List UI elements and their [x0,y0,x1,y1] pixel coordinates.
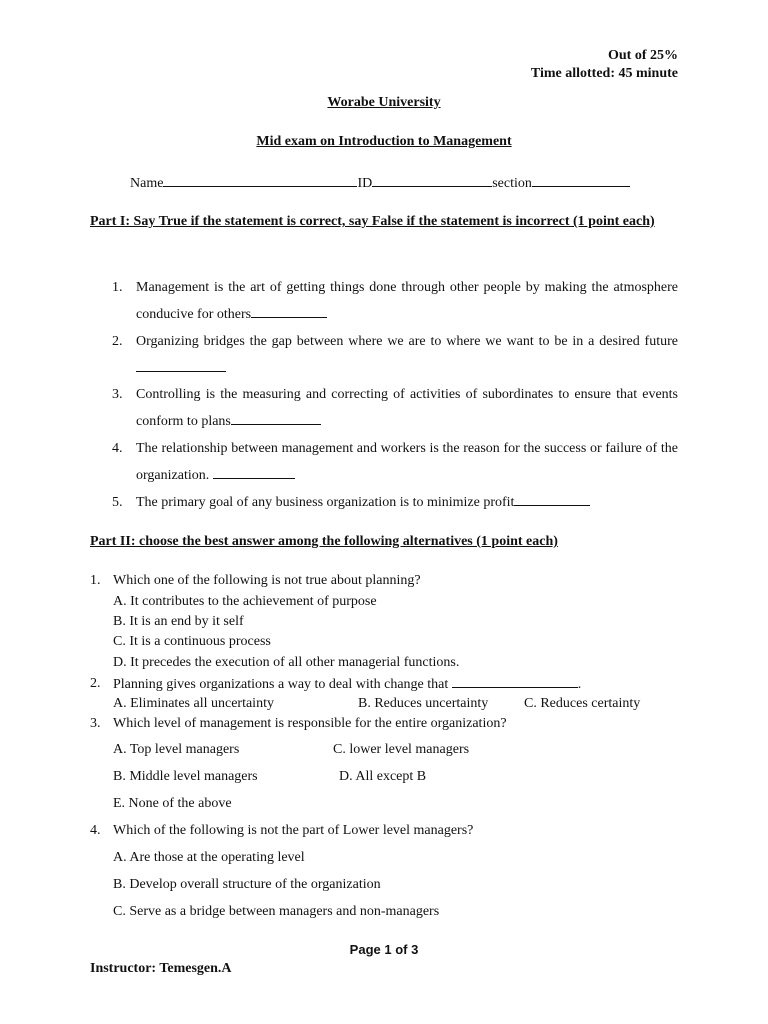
q3-option-e: E. None of the above [113,796,232,811]
tf-item-2 [112,328,678,382]
tf-item-text: Management is the art of getting things done through other people by making the atmosphere conducive for others [136,280,678,322]
q4-option-c: C. Serve as a bridge between managers and non-managers [113,904,440,919]
mc-question-1 [90,571,690,591]
answer-blank [136,358,226,372]
q1-option-a: A. It contributes to the achievement of purpose [113,594,377,609]
mc-question-3 [90,714,690,734]
q4-option-a: A. Are those at the operating level [113,850,305,865]
tf-item-number: 2. [112,334,123,349]
section-label: section [492,176,532,191]
q3-option-c: C. lower level managers [333,742,470,757]
answer-blank [251,304,327,318]
q1-option-c: C. It is a continuous process [113,634,271,649]
student-info-row [130,173,630,192]
exam-title: Mid exam on Introduction to Management [256,134,512,149]
question-text: Which of the following is not the part of Lower level managers? [113,823,474,838]
q3-option-a: A. Top level managers [113,742,240,757]
q2-option-c: C. Reduces certainty [524,696,641,711]
time-allotted: Time allotted: 45 minute [530,66,678,81]
score-total: Out of 25% [608,48,678,63]
tf-item-1 [112,274,678,328]
answer-blank [213,465,295,479]
question-number: 4. [90,823,101,838]
tf-item-text: The relationship between management and workers is the reason for the success or failure of the organization. [136,441,678,483]
tf-item-text: Controlling is the measuring and correcting of activities of subordinates to ensure that events conform to plans [136,387,678,429]
part2-heading: Part II: choose the best answer among the following alternatives (1 point each) [90,534,558,549]
answer-blank [452,674,578,688]
part1-heading: Part I: Say True if the statement is correct, say False if the statement is incorrect (1 point each) [90,214,655,229]
tf-item-number: 1. [112,280,123,295]
name-label: Name [130,176,164,191]
tf-item-text: The primary goal of any business organization is to minimize profit [136,495,515,510]
question-number: 3. [90,716,101,731]
tf-item-4 [112,435,678,489]
name-blank [163,173,357,187]
tf-item-5 [112,489,678,516]
question-number: 2. [90,676,101,691]
question-text: Which level of management is responsible for the entire organization? [113,716,507,731]
tf-item-number: 5. [112,495,123,510]
question-text: Which one of the following is not true about planning? [113,573,421,588]
mc-question-2 [90,674,690,695]
mc-question-4 [90,821,690,841]
q3-option-b: B. Middle level managers [113,769,258,784]
tf-item-number: 4. [112,441,123,456]
question-end: . [577,677,582,692]
tf-item-number: 3. [112,387,123,402]
q2-option-a: A. Eliminates all uncertainty [113,696,274,711]
q2-option-b: B. Reduces uncertainty [358,696,489,711]
tf-item-text: Organizing bridges the gap between where we are to where we want to be in a desired future [136,334,678,349]
page-number: Page 1 of 3 [349,942,419,957]
answer-blank [514,492,590,506]
id-blank [372,173,492,187]
q1-option-b: B. It is an end by it self [113,614,244,629]
question-number: 1. [90,573,101,588]
instructor-name: Instructor: Temesgen.A [90,961,232,976]
q3-option-d: D. All except B [339,769,427,784]
id-label: ID [357,176,373,191]
q4-option-b: B. Develop overall structure of the organization [113,877,381,892]
section-blank [532,173,630,187]
question-text: Planning gives organizations a way to deal with change that [113,677,452,692]
university-name: Worabe University [327,95,441,110]
q1-option-d: D. It precedes the execution of all other managerial functions. [113,655,460,670]
tf-item-3 [112,381,678,435]
answer-blank [231,411,321,425]
